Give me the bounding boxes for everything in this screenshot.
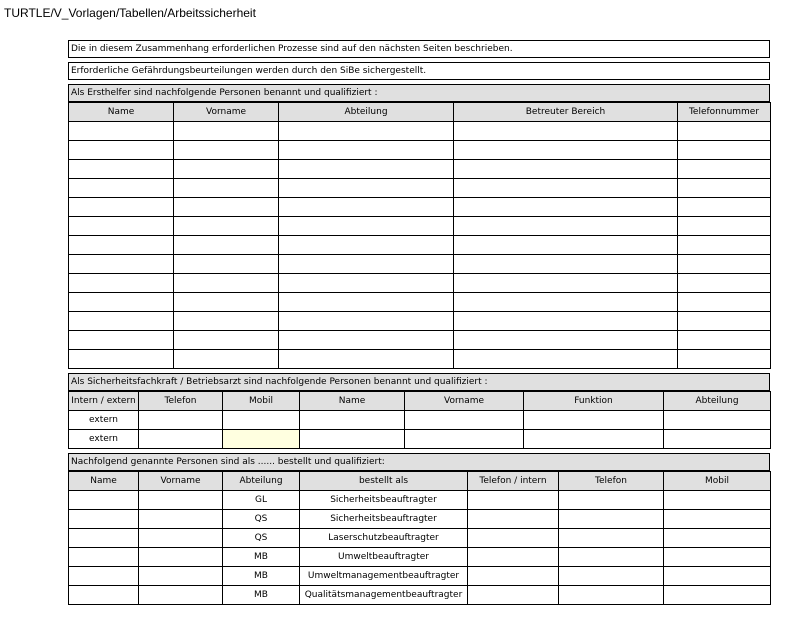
table-row	[69, 312, 771, 331]
cell[interactable]	[139, 510, 223, 529]
cell[interactable]	[405, 430, 524, 449]
cell[interactable]	[524, 430, 664, 449]
intro-line-2: Erforderliche Gefährdungsbeurteilungen werden durch den SiBe sichergestellt.	[68, 62, 770, 80]
cell[interactable]	[454, 122, 678, 141]
cell[interactable]	[69, 160, 174, 179]
cell[interactable]	[454, 179, 678, 198]
cell[interactable]	[454, 274, 678, 293]
cell[interactable]	[678, 293, 771, 312]
cell[interactable]	[174, 198, 279, 217]
cell[interactable]	[678, 255, 771, 274]
cell[interactable]	[279, 179, 454, 198]
table-row	[69, 567, 771, 586]
cell[interactable]	[524, 411, 664, 430]
cell[interactable]	[468, 567, 559, 586]
table-row	[69, 236, 771, 255]
cell[interactable]	[300, 430, 405, 449]
cell[interactable]	[69, 567, 139, 586]
col-header-abteilung: Abteilung	[223, 472, 300, 491]
cell[interactable]	[678, 217, 771, 236]
col-header-betreuter-bereich: Betreuter Bereich	[454, 103, 678, 122]
table-row	[69, 217, 771, 236]
table-row	[69, 491, 771, 510]
cell[interactable]	[468, 586, 559, 605]
col-header-mobil: Mobil	[664, 472, 771, 491]
cell[interactable]	[174, 122, 279, 141]
cell[interactable]	[678, 274, 771, 293]
sifa-title: Als Sicherheitsfachkraft / Betriebsarzt sind nachfolgende Personen benannt und qualifiziert :	[68, 373, 770, 391]
cell[interactable]	[69, 217, 174, 236]
cell[interactable]	[559, 491, 664, 510]
cell[interactable]	[454, 331, 678, 350]
col-header-name: Name	[300, 392, 405, 411]
table-row	[69, 331, 771, 350]
col-header-vorname: Vorname	[405, 392, 524, 411]
bestellt-als-cell[interactable]: Laserschutzbeauftragter	[300, 529, 468, 548]
cell[interactable]	[139, 548, 223, 567]
abteilung-cell[interactable]: QS	[223, 510, 300, 529]
cell[interactable]	[69, 236, 174, 255]
cell[interactable]	[664, 567, 771, 586]
table-row	[69, 510, 771, 529]
cell[interactable]	[139, 411, 223, 430]
cell[interactable]	[69, 179, 174, 198]
cell[interactable]	[174, 179, 279, 198]
cell[interactable]	[664, 411, 771, 430]
table-row	[69, 350, 771, 369]
cell[interactable]	[69, 529, 139, 548]
table-row	[69, 141, 771, 160]
intro-line-1: Die in diesem Zusammenhang erforderlichen Prozesse sind auf den nächsten Seiten beschrieben.	[68, 40, 770, 58]
intern-extern-cell[interactable]: extern	[69, 430, 139, 449]
cell[interactable]	[468, 529, 559, 548]
col-header-name: Name	[69, 103, 174, 122]
cell[interactable]	[678, 198, 771, 217]
beauftragte-title: Nachfolgend genannte Personen sind als ...... bestellt und qualifiziert:	[68, 453, 770, 471]
abteilung-cell[interactable]: QS	[223, 529, 300, 548]
table-row	[69, 586, 771, 605]
cell[interactable]	[454, 217, 678, 236]
cell[interactable]	[174, 217, 279, 236]
bestellt-als-cell[interactable]: Umweltbeauftragter	[300, 548, 468, 567]
abteilung-cell[interactable]: MB	[223, 586, 300, 605]
cell[interactable]	[279, 141, 454, 160]
sifa-table	[68, 391, 771, 449]
col-header-intern-extern: Intern / extern	[69, 392, 139, 411]
cell[interactable]	[174, 331, 279, 350]
cell[interactable]	[454, 160, 678, 179]
cell[interactable]	[279, 255, 454, 274]
ersthelfer-rows	[69, 122, 771, 369]
col-header-funktion: Funktion	[524, 392, 664, 411]
table-row	[69, 430, 771, 449]
cell[interactable]	[69, 350, 174, 369]
cell[interactable]	[223, 411, 300, 430]
cell[interactable]	[279, 293, 454, 312]
cell[interactable]	[454, 312, 678, 331]
table-row	[69, 179, 771, 198]
cell[interactable]	[279, 217, 454, 236]
cell[interactable]	[678, 122, 771, 141]
cell[interactable]	[139, 491, 223, 510]
cell[interactable]	[405, 411, 524, 430]
cell[interactable]	[664, 430, 771, 449]
cell[interactable]	[279, 312, 454, 331]
cell[interactable]	[468, 491, 559, 510]
cell[interactable]	[139, 529, 223, 548]
cell[interactable]	[69, 510, 139, 529]
cell[interactable]	[174, 312, 279, 331]
col-header-telefonnummer: Telefonnummer	[678, 103, 771, 122]
cell[interactable]	[69, 586, 139, 605]
cell[interactable]	[559, 529, 664, 548]
col-header-mobil: Mobil	[223, 392, 300, 411]
cell[interactable]	[69, 122, 174, 141]
cell[interactable]	[468, 510, 559, 529]
cell[interactable]	[678, 160, 771, 179]
abteilung-cell[interactable]: MB	[223, 548, 300, 567]
cell[interactable]	[454, 198, 678, 217]
cell[interactable]	[678, 179, 771, 198]
ersthelfer-title: Als Ersthelfer sind nachfolgende Personen benannt und qualifiziert :	[68, 84, 770, 102]
cell[interactable]	[454, 255, 678, 274]
cell[interactable]	[454, 350, 678, 369]
table-row	[69, 274, 771, 293]
cell[interactable]	[174, 160, 279, 179]
cell[interactable]	[139, 567, 223, 586]
cell[interactable]	[279, 331, 454, 350]
cell[interactable]	[69, 141, 174, 160]
cell[interactable]	[454, 293, 678, 312]
table-row	[69, 255, 771, 274]
beauftragte-table	[68, 471, 771, 605]
col-header-abteilung: Abteilung	[279, 103, 454, 122]
table-row	[69, 548, 771, 567]
document-path: TURTLE/V_Vorlagen/Tabellen/Arbeitssicherheit	[4, 6, 256, 20]
cell[interactable]	[279, 198, 454, 217]
cell[interactable]	[174, 236, 279, 255]
col-header-name: Name	[69, 472, 139, 491]
cell[interactable]	[174, 274, 279, 293]
cell[interactable]	[69, 331, 174, 350]
selected-cell[interactable]	[223, 430, 300, 449]
col-header-telefon-intern: Telefon / intern	[468, 472, 559, 491]
cell[interactable]	[468, 548, 559, 567]
table-row	[69, 529, 771, 548]
col-header-abteilung: Abteilung	[664, 392, 771, 411]
cell[interactable]	[69, 274, 174, 293]
cell[interactable]	[69, 312, 174, 331]
col-header-vorname: Vorname	[174, 103, 279, 122]
cell[interactable]	[559, 567, 664, 586]
table-row	[69, 411, 771, 430]
cell[interactable]	[69, 293, 174, 312]
cell[interactable]	[139, 430, 223, 449]
abteilung-cell[interactable]: MB	[223, 567, 300, 586]
cell[interactable]	[69, 198, 174, 217]
cell[interactable]	[454, 236, 678, 255]
cell[interactable]	[300, 411, 405, 430]
cell[interactable]	[174, 350, 279, 369]
cell[interactable]	[678, 331, 771, 350]
cell[interactable]	[69, 548, 139, 567]
col-header-telefon: Telefon	[139, 392, 223, 411]
cell[interactable]	[678, 236, 771, 255]
cell[interactable]	[454, 141, 678, 160]
cell[interactable]	[559, 548, 664, 567]
cell[interactable]	[69, 255, 174, 274]
cell[interactable]	[664, 529, 771, 548]
cell[interactable]	[664, 586, 771, 605]
cell[interactable]	[678, 350, 771, 369]
cell[interactable]	[174, 141, 279, 160]
col-header-telefon: Telefon	[559, 472, 664, 491]
bestellt-als-cell[interactable]: Umweltmanagementbeauftragter	[300, 567, 468, 586]
table-row	[69, 198, 771, 217]
col-header-bestellt-als: bestellt als	[300, 472, 468, 491]
cell[interactable]	[139, 586, 223, 605]
cell[interactable]	[279, 350, 454, 369]
table-row	[69, 293, 771, 312]
cell[interactable]	[279, 160, 454, 179]
safety-sheet	[68, 40, 770, 605]
table-row	[69, 160, 771, 179]
col-header-vorname: Vorname	[139, 472, 223, 491]
cell[interactable]	[664, 491, 771, 510]
cell[interactable]	[174, 293, 279, 312]
ersthelfer-table	[68, 102, 771, 369]
bestellt-als-cell[interactable]: Sicherheitsbeauftragter	[300, 491, 468, 510]
cell[interactable]	[279, 236, 454, 255]
table-row	[69, 122, 771, 141]
cell[interactable]	[559, 586, 664, 605]
cell[interactable]	[69, 491, 139, 510]
abteilung-cell[interactable]: GL	[223, 491, 300, 510]
cell[interactable]	[678, 312, 771, 331]
cell[interactable]	[664, 548, 771, 567]
cell[interactable]	[559, 510, 664, 529]
cell[interactable]	[678, 141, 771, 160]
cell[interactable]	[664, 510, 771, 529]
cell[interactable]	[279, 274, 454, 293]
bestellt-als-cell[interactable]: Sicherheitsbeauftragter	[300, 510, 468, 529]
intern-extern-cell[interactable]: extern	[69, 411, 139, 430]
bestellt-als-cell[interactable]: Qualitätsmanagementbeauftragter	[300, 586, 468, 605]
cell[interactable]	[279, 122, 454, 141]
cell[interactable]	[174, 255, 279, 274]
